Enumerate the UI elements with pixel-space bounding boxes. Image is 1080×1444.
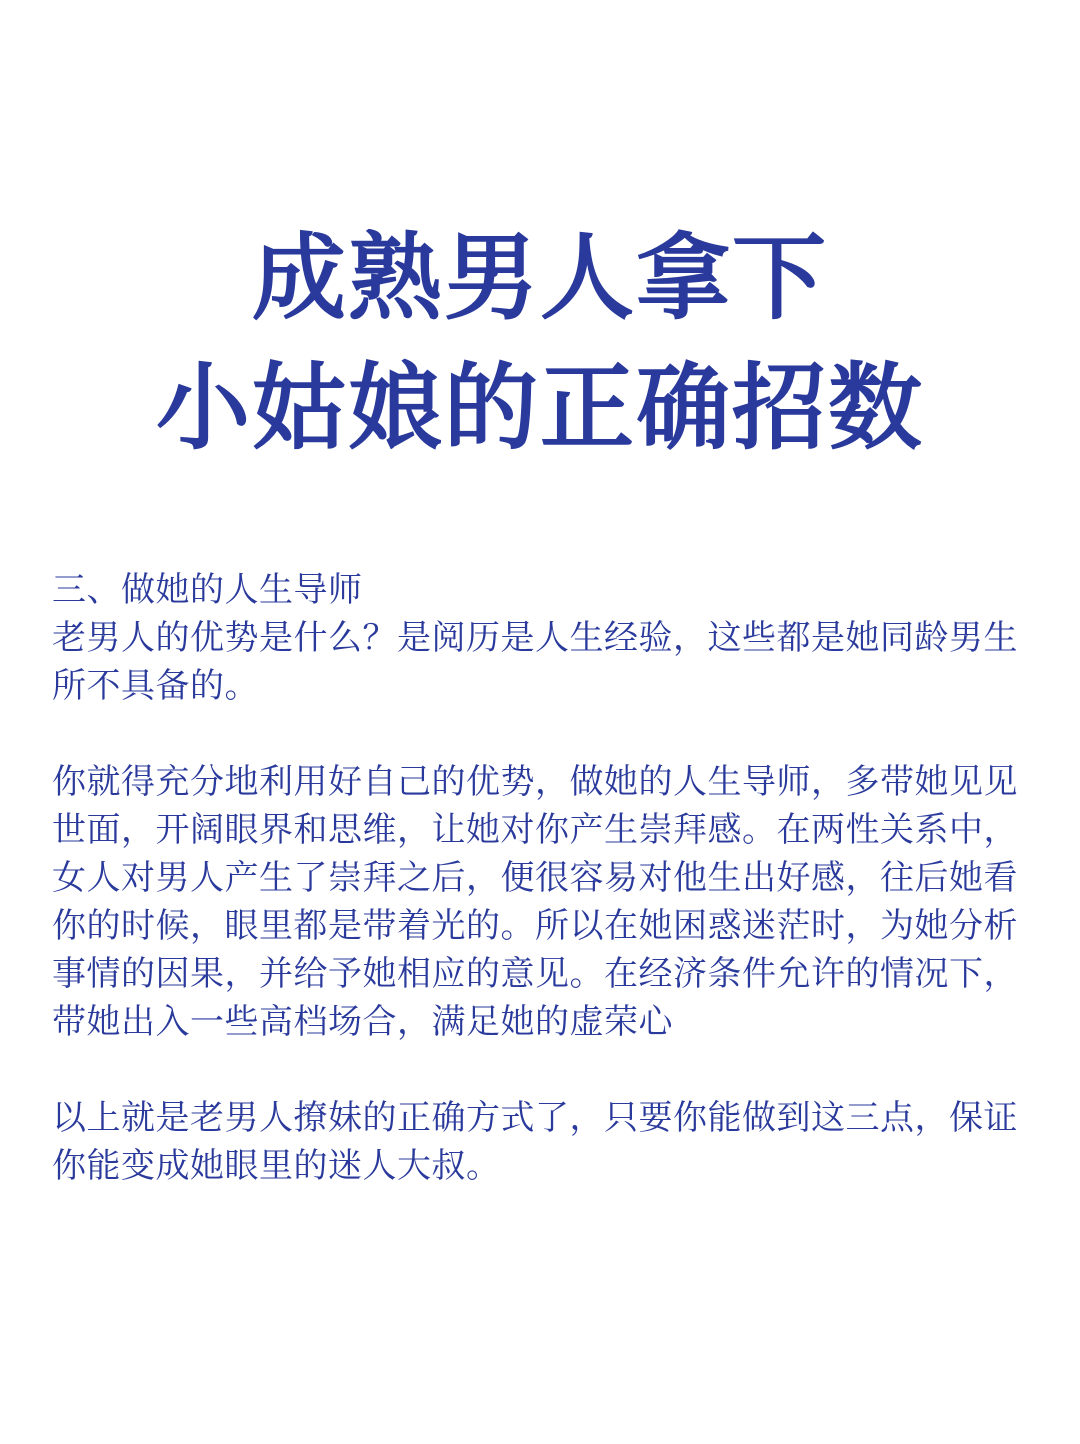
section-heading: 三、做她的人生导师: [52, 570, 363, 610]
paragraph-1: 老男人的优势是什么？是阅历是人生经验，这些都是她同龄男生所不具备的。: [52, 618, 1018, 706]
title-line-2: 小姑娘的正确招数: [155, 354, 924, 463]
title-line-1: 成熟男人拿下: [251, 224, 828, 333]
paragraph-2: 你就得充分地利用好自己的优势，做她的人生导师，多带她见见世面，开阔眼界和思维，让她对你产生崇拜感。在两性关系中，女人对男人产生了崇拜之后，便很容易对他生出好感，往后她看你的时候，眼里都是带着光的。所以在她困惑迷茫时，为她分析事情的因果，并给予她相应的意见。在经济条件允许的情况下，带她出入一些高档场合，满足她的虚荣心: [52, 762, 1018, 1042]
page-title: [0, 214, 1080, 474]
article-body: [52, 566, 1028, 1190]
paragraph-3: 以上就是老男人撩妹的正确方式了，只要你能做到这三点，保证你能变成她眼里的迷人大叔。: [52, 1098, 1018, 1186]
